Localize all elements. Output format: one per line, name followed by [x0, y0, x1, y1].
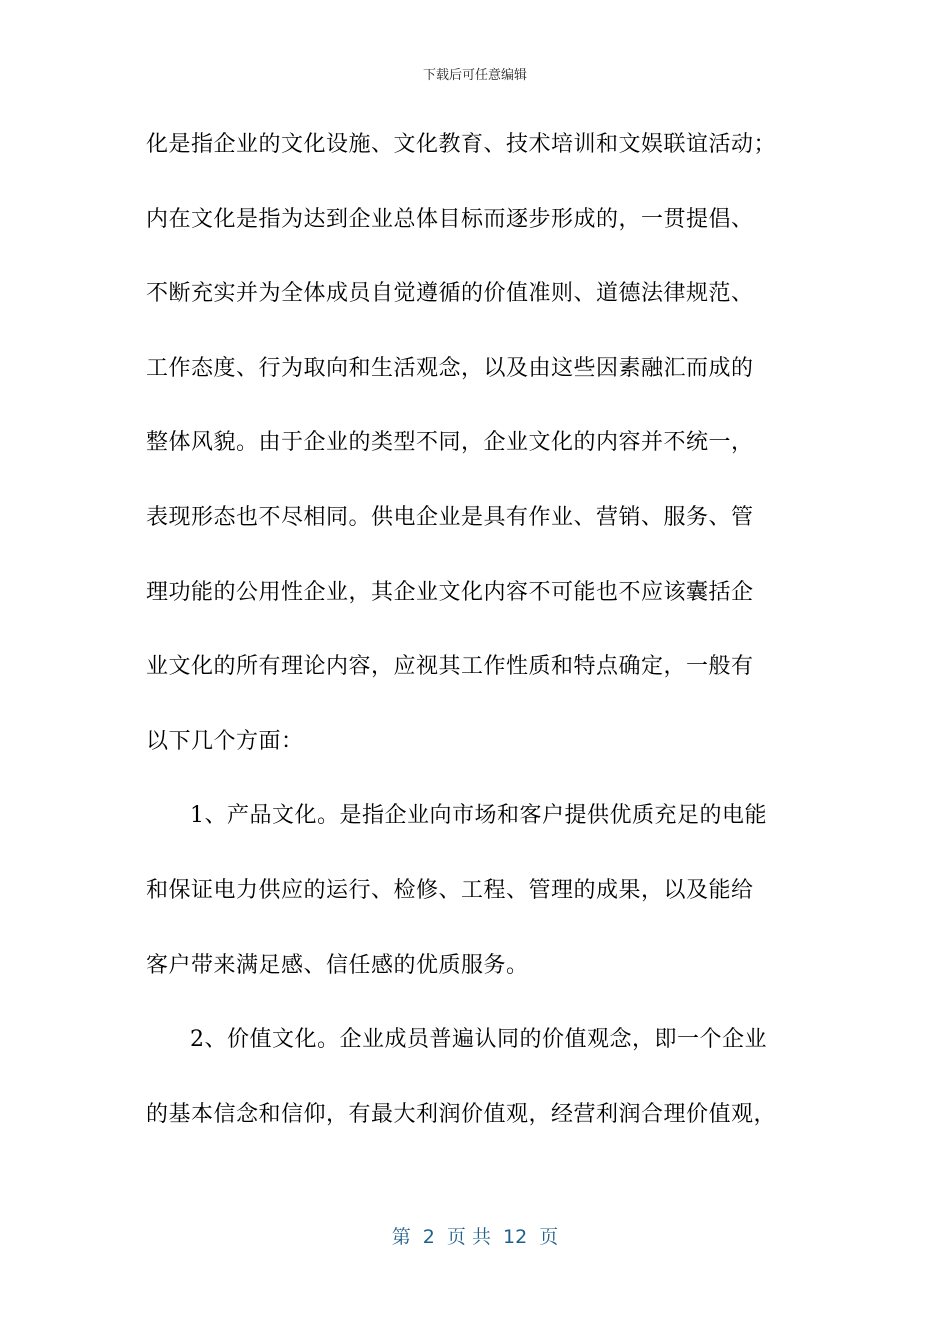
text-line: 客户带来满足感、信任感的优质服务。	[146, 952, 529, 978]
page-header-note: 下载后可任意编辑	[422, 68, 527, 83]
paragraph-item-2-line: 2、价值文化。企业成员普遍认同的价值观念，即一个企业	[190, 1027, 767, 1053]
text-line: 化是指企业的文化设施、文化教育、技术培训和文娱联谊活动；	[146, 132, 777, 157]
text-line: 整体风貌。由于企业的类型不同，企业文化的内容并不统一，	[146, 430, 754, 456]
text-line: 不断充实并为全体成员自觉遵循的价值准则、道德法律规范、	[146, 281, 754, 307]
text-line: 表现形态也不尽相同。供电企业是具有作业、营销、服务、管	[146, 504, 754, 530]
paragraph-item-1-line: 1、产品文化。是指企业向市场和客户提供优质充足的电能	[190, 803, 767, 829]
page-number-footer: 第 2 页 共 12 页	[391, 1226, 559, 1248]
text-line: 业文化的所有理论内容，应视其工作性质和特点确定，一般有	[146, 654, 754, 680]
text-line: 以下几个方面：	[146, 728, 304, 754]
text-line: 的基本信念和信仰，有最大利润价值观，经营利润合理价值观，	[146, 1101, 777, 1127]
text-line: 工作态度、行为取向和生活观念，以及由这些因素融汇而成的	[146, 355, 754, 381]
text-line: 和保证电力供应的运行、检修、工程、管理的成果，以及能给	[146, 877, 754, 903]
text-line: 内在文化是指为达到企业总体目标而逐步形成的，一贯提倡、	[146, 206, 754, 232]
text-line: 理功能的公用性企业，其企业文化内容不可能也不应该囊括企	[146, 579, 754, 605]
document-body	[146, 125, 806, 1169]
